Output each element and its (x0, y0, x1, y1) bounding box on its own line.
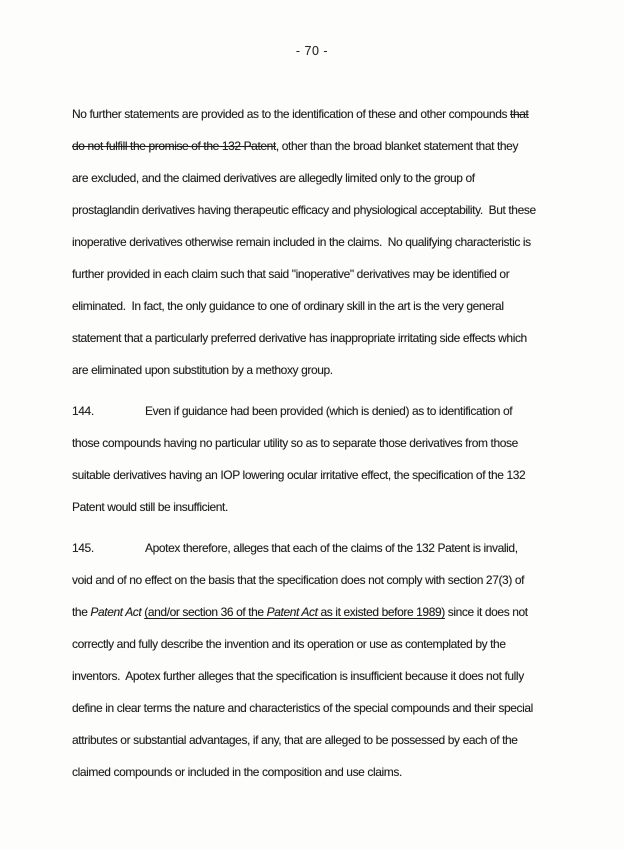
text-segment: further provided in each claim such that said "inoperative" derivatives may be identified or (72, 267, 510, 281)
text-segment: eliminated. In fact, the only guidance to one of ordinary skill in the art is the very general (72, 299, 504, 313)
text-segment: correctly and fully describe the invention and its operation or use as contemplated by the (72, 637, 506, 651)
text-line (72, 354, 572, 386)
text-segment: attributes or substantial advantages, if any, that are alleged to be possessed by each of the (72, 733, 518, 747)
text-segment: No further statements are provided as to the identification of these and other compounds (72, 107, 511, 121)
text-segment: define in clear terms the nature and characteristics of the special compounds and their special (72, 701, 533, 715)
text-line (72, 322, 572, 354)
text-segment: that (510, 107, 529, 121)
text-segment: , other than the broad blanket statement that they (275, 139, 519, 153)
text-line (72, 660, 572, 692)
text-segment: are excluded, and the claimed derivatives are allegedly limited only to the group of (72, 171, 475, 185)
text-line (72, 395, 572, 427)
text-segment: void and of no effect on the basis that the specification does not comply with section 27(3) of (72, 573, 525, 587)
text-segment: inoperative derivatives otherwise remain included in the claims. No qualifying characteristic is (72, 235, 531, 249)
text-line (72, 628, 572, 660)
text-segment: the (72, 605, 91, 619)
text-segment: prostaglandin derivatives having therapeutic efficacy and physiological acceptability. But these (72, 203, 536, 217)
text-line (72, 194, 572, 226)
text-line (72, 162, 572, 194)
page-number: - 70 - (295, 44, 329, 58)
text-line (72, 258, 572, 290)
text-line (72, 724, 572, 756)
text-line (72, 596, 572, 628)
text-segment: (and/or section 36 of the (144, 605, 267, 619)
text-segment: Patent would still be insufficient. (72, 500, 228, 514)
text-line (72, 427, 572, 459)
text-segment: Even if guidance had been provided (which is denied) as to identification of (145, 404, 513, 418)
text-segment: Patent Act (90, 605, 142, 619)
paragraph (72, 98, 572, 386)
text-line (72, 564, 572, 596)
text-segment: Patent Act (266, 605, 318, 619)
text-line (72, 459, 572, 491)
text-segment: as it existed before 1989) (317, 605, 445, 619)
text-segment: Apotex therefore, alleges that each of the claims of the 132 Patent is invalid, (145, 541, 518, 555)
text-line (72, 692, 572, 724)
text-segment: since it does not (444, 605, 528, 619)
text-line (72, 226, 572, 258)
paragraph (72, 532, 572, 788)
text-segment: suitable derivatives having an IOP lowering ocular irritative effect, the specification of the 132 (72, 468, 526, 482)
text-segment: do not fulfill the promise of the 132 Patent (72, 139, 276, 153)
text-segment: are eliminated upon substitution by a methoxy group. (72, 363, 333, 377)
text-line (72, 756, 572, 788)
text-line (72, 130, 572, 162)
text-line (72, 532, 572, 564)
document-body (72, 98, 572, 788)
text-line (72, 98, 572, 130)
text-line (72, 491, 572, 523)
paragraph (72, 395, 572, 523)
paragraph-number: 144. (72, 404, 94, 418)
paragraph-number: 145. (72, 541, 94, 555)
text-segment: inventors. Apotex further alleges that the specification is insufficient because it does not fully (72, 669, 524, 683)
text-line (72, 290, 572, 322)
text-segment: claimed compounds or included in the composition and use claims. (72, 765, 402, 779)
text-segment: those compounds having no particular utility so as to separate those derivatives from those (72, 436, 518, 450)
text-segment: statement that a particularly preferred derivative has inappropriate irritating side effects which (72, 331, 527, 345)
